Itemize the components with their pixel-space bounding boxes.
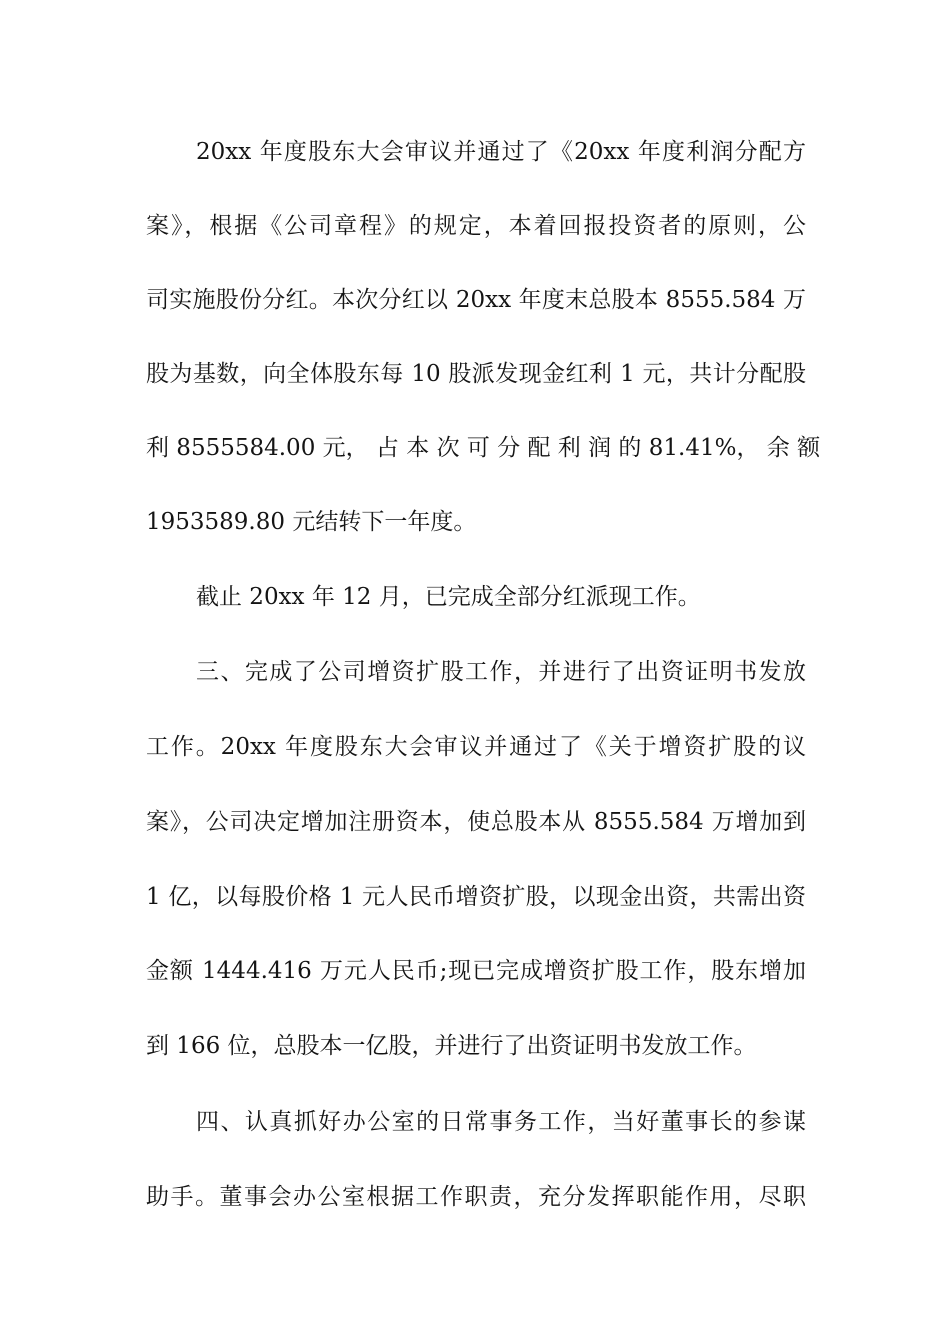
paragraph-line: 四、认真抓好办公室的日常事务工作，当好董事长的参谋 [196, 1109, 806, 1135]
paragraph-line: 司实施股份分红。本次分红以 20xx 年度末总股本 8555.584 万 [146, 287, 806, 313]
paragraph-line: 案》，根据《公司章程》的规定，本着回报投资者的原则，公 [146, 213, 806, 239]
paragraph-line: 利 8555584.00 元， 占 本 次 可 分 配 利 润 的 81.41%， 余 额 [146, 435, 821, 461]
paragraph-line: 金额 1444.416 万元人民币;现已完成增资扩股工作，股东增加 [146, 958, 806, 984]
paragraph-line: 到 166 位，总股本一亿股，并进行了出资证明书发放工作。 [146, 1033, 757, 1059]
paragraph-line: 助手。董事会办公室根据工作职责，充分发挥职能作用，尽职 [146, 1184, 806, 1210]
paragraph-line: 三、完成了公司增资扩股工作，并进行了出资证明书发放 [196, 659, 806, 685]
paragraph-line: 20xx 年度股东大会审议并通过了《20xx 年度利润分配方 [196, 139, 806, 165]
paragraph-line: 案》，公司决定增加注册资本，使总股本从 8555.584 万增加到 [146, 809, 806, 835]
paragraph-line: 截止 20xx 年 12 月，已完成全部分红派现工作。 [196, 584, 701, 610]
paragraph-line: 1 亿，以每股价格 1 元人民币增资扩股，以现金出资，共需出资 [146, 884, 806, 910]
paragraph-line: 1953589.80 元结转下一年度。 [146, 509, 477, 535]
paragraph-line: 股为基数，向全体股东每 10 股派发现金红利 1 元，共计分配股 [146, 361, 806, 387]
paragraph-line: 工作。20xx 年度股东大会审议并通过了《关于增资扩股的议 [146, 734, 806, 760]
